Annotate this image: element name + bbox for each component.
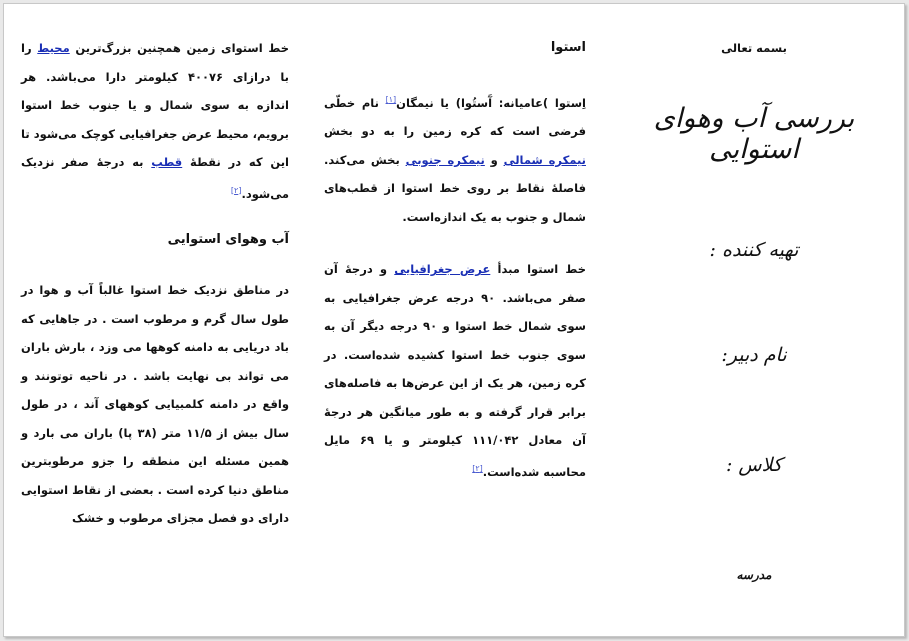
text-run: بخش می‌کند. فاصلهٔ نقاط بر روی خط استوا از قطب‌های شمال و جنوب به یک اندازه‌است. xyxy=(324,152,586,224)
text-run: و xyxy=(484,152,504,167)
class-label: کلاس : xyxy=(725,454,783,476)
link-circumference[interactable]: محیط xyxy=(37,41,70,55)
text-run: خط استوای زمین همچنین بزرگ‌ترین xyxy=(69,41,289,55)
paragraph-circumference xyxy=(21,34,289,208)
school-label: مدرسه xyxy=(736,568,772,582)
text-run: خط استوا مبدأ xyxy=(490,262,586,277)
section-heading-equator: استوا xyxy=(550,40,586,55)
document-page xyxy=(3,3,905,637)
citation-link[interactable]: [۲] xyxy=(472,463,483,473)
text-run: به درجهٔ صفر نزدیک می‌شود. xyxy=(21,155,289,201)
document-title: بررسی آب وهوای استوایی xyxy=(653,103,855,165)
prepared-by-label: تهیه کننده : xyxy=(709,239,799,261)
paragraph-climate: در مناطق نزدیک خط استوا غالباً آب و هوا در طول سال گرم و مرطوب است . در جاهایی که باد دریایی به دامنه کوهها می وزد ، بارش باران می تواند بی نهایت باشد . در ناحیه توتونند و واقع در دامنه کلمبیایی کوههای آند ، در طول سال بیش از ۱۱/۵ متر (۳۸ پا) باران می بارد و همین مسئله این منطقه را جزو مرطوبترین مناطق دنیا کرده است . بعضی از نقاط استوایی دارای دو فصل مجزای مرطوب و خشک xyxy=(21,283,290,526)
link-northern-hemisphere[interactable]: نیمکره شمالی xyxy=(503,152,586,167)
teacher-label: نام دبیر: xyxy=(721,344,787,366)
citation-link[interactable]: [۱] xyxy=(385,95,397,104)
bismillah-text: بسمه تعالی xyxy=(721,41,787,55)
link-latitude[interactable]: عرض جغرافیایی xyxy=(394,262,491,277)
text-run: و درجهٔ آن صفر می‌باشد. ۹۰ درجه عرض جغرافیایی به سوی شمال خط استوا و ۹۰ درجه دیگر آن به سوی جنوب خط استوا کشیده شده‌است. در کره زمین، هر یک از این عرض‌ها به فاصله‌های برابر قرار گرفته و به طور میانگین هر درجهٔ آن معادل ۱۱۱/۰۴۲ کیلومتر و یا ۶۹ مایل محاسبه شده‌است. xyxy=(324,262,586,479)
paragraph-equator-intro xyxy=(324,86,586,231)
middle-column xyxy=(324,34,586,486)
paragraph-equator-latitude xyxy=(324,255,586,486)
text-run: را با درازای ۴۰۰۷۶ کیلومتر دارا می‌باشد. هر اندازه به سوی شمال و یا جنوب خط استوا برویم، محیط عرض جغرافیایی کوچک می‌شود تا این که در نقطهٔ xyxy=(21,41,289,169)
link-southern-hemisphere[interactable]: نیمکره جنوبی xyxy=(405,152,485,167)
text-run: اِستوا )عامیانه: آَستُوا) یا نیمگان xyxy=(396,95,586,110)
citation-link[interactable]: [۲] xyxy=(230,185,242,195)
link-pole[interactable]: قطب xyxy=(151,155,183,169)
cover-column xyxy=(624,34,884,582)
left-column xyxy=(21,34,289,533)
text-run: نام خطّی فرضی است که کره زمین را به دو بخش xyxy=(324,95,586,139)
section-heading-climate: آب وهوای استوایی xyxy=(167,231,289,247)
